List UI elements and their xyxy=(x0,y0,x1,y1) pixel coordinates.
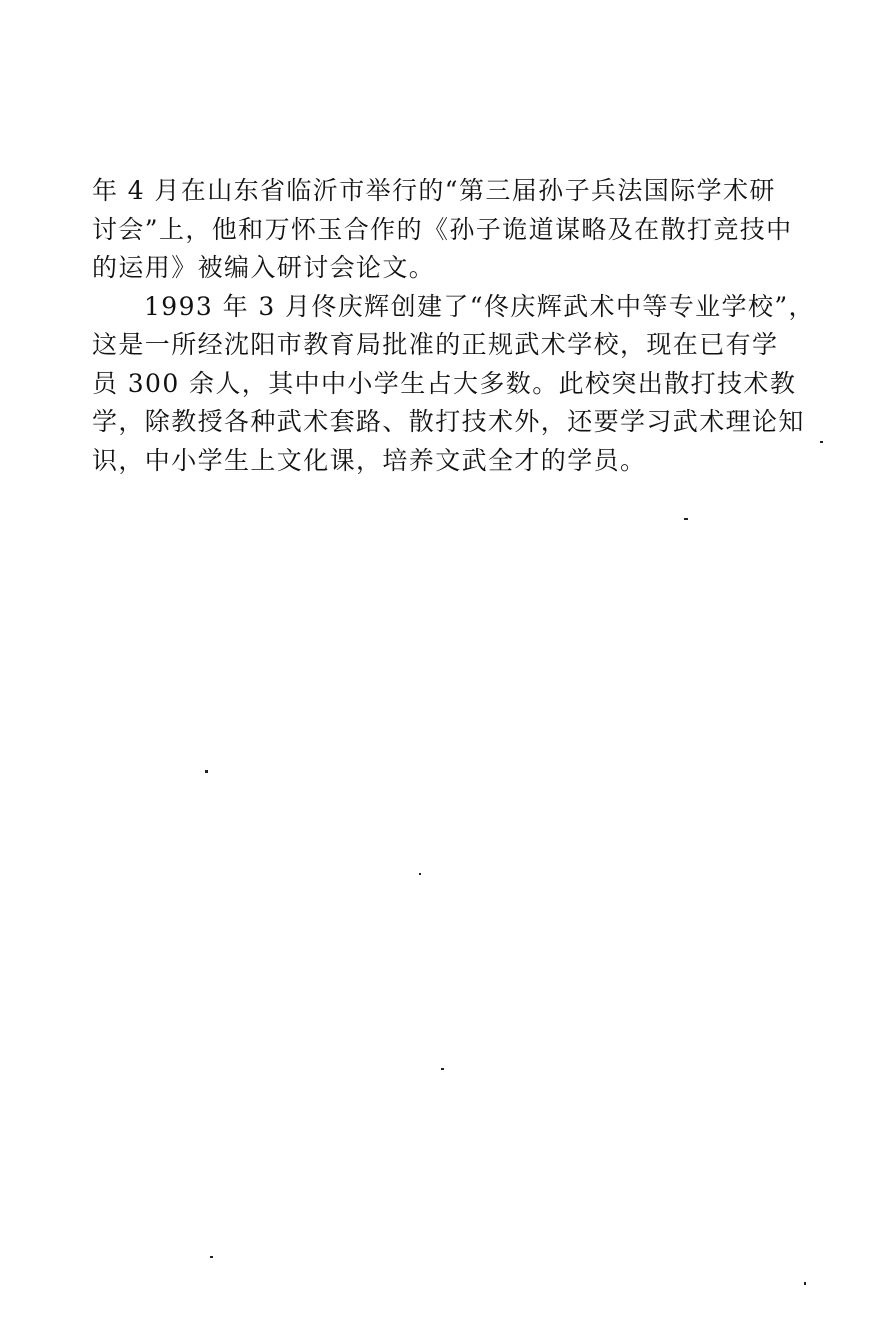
scan-speck xyxy=(441,1068,444,1070)
body-text xyxy=(92,172,815,480)
text-line: 识，中小学生上文化课，培养文武全才的学员。 xyxy=(92,445,647,475)
paragraph-1 xyxy=(92,172,792,288)
paragraph-2 xyxy=(92,288,815,481)
scan-speck xyxy=(684,518,688,520)
text-line: 学，除教授各种武术套路、散打技术外，还要学习武术理论知 xyxy=(92,407,805,436)
scan-speck xyxy=(419,873,421,875)
text-line: 的运用》被编入研讨会论文。 xyxy=(92,253,436,282)
scan-speck xyxy=(205,770,208,773)
scan-speck xyxy=(210,1256,213,1258)
text-line: 1993 年 3 月佟庆辉创建了“佟庆辉武术中等专业学校”， xyxy=(144,291,815,321)
text-line: 员 300 余人，其中中小学生占大多数。此校突出散打技术教 xyxy=(92,368,797,398)
text-line: 年 4 月在山东省临沂市举行的“第三届孙子兵法国际学术研 xyxy=(92,176,776,205)
text-line: 这是一所经沈阳市教育局批准的正规武术学校，现在已有学 xyxy=(92,330,779,359)
scan-speck xyxy=(804,1282,806,1285)
scan-speck xyxy=(820,441,823,443)
text-line: 讨会”上，他和万怀玉合作的《孙子诡道谋略及在散打竞技中 xyxy=(92,214,793,244)
